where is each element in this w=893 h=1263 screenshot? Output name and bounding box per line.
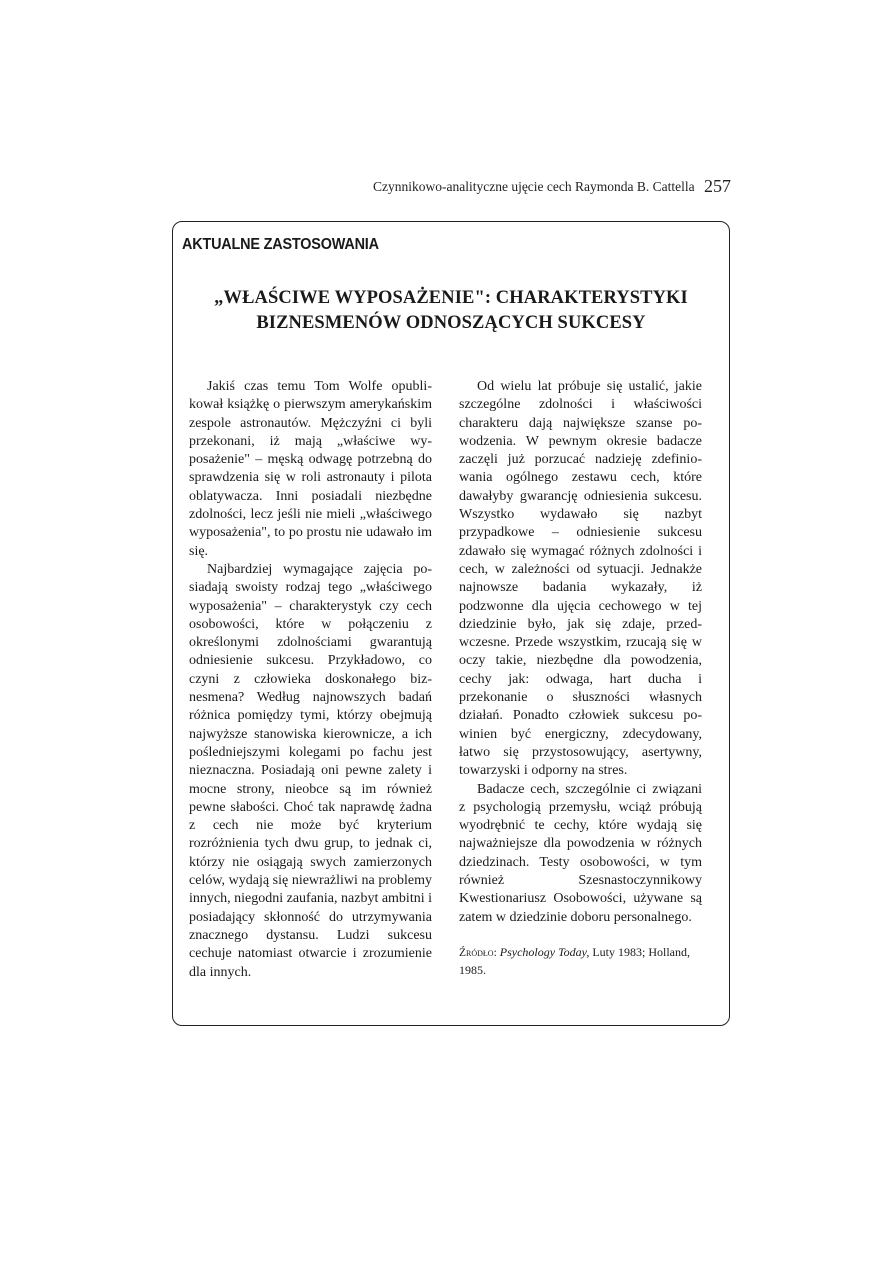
running-head-text: Czynnikowo-analityczne ujęcie cech Raymonda B. Cattella bbox=[372, 179, 695, 194]
left-paragraph-1: Jakiś czas temu Tom Wolfe opublikował książkę o pierwszym amerykańskim zespole astronautów. Mężczyźni ci byli przekonani, iż mają „właściwe wyposażenie" – męską odwagę potrzebną do sprawdzenia się w roli astronauty i pilota oblatywacza. Inni posiadali niezbędne zdolności, lecz jeśli nie mieli „właściwego wyposażenia", to po prostu nie udawało im się. bbox=[189, 379, 432, 559]
section-label: AKTUALNE ZASTOSOWANIA bbox=[182, 236, 379, 253]
page-number: 257 bbox=[704, 176, 731, 196]
right-column bbox=[459, 378, 702, 979]
box-title bbox=[173, 286, 729, 336]
box-title-line-1: „WŁAŚCIWE WYPOSAŻENIE": CHARAKTERYSTYKI bbox=[214, 288, 688, 308]
source-title: Psychology Today, bbox=[499, 944, 590, 959]
source-rest: Luty 1983; Holland, 1985. bbox=[459, 944, 691, 977]
application-box bbox=[172, 221, 730, 1026]
running-head bbox=[373, 176, 731, 197]
left-column bbox=[189, 378, 432, 982]
source-label: Źródło: bbox=[459, 946, 497, 959]
right-paragraph-2: Badacze cech, szczególnie ci związani z psychologią przemysłu, wciąż próbują wyodrębnić te cechy, które wydają się najważniejsze dla powodzenia w różnych dziedzinach. Testy osobowości, w tym również Szesnastoczynnikowy Kwestionariusz Osobowości, używane są zatem w dziedzinie doboru personalnego. bbox=[459, 781, 702, 925]
right-paragraph-1: Od wielu lat próbuje się ustalić, jakie szczególne zdolności i właściwości charakteru dają największe szanse powodzenia. W pewnym okresie badacze zaczęli już porzucać nadzieję zdefiniowania ogólnego zestawu cech, które dawałyby gwarancję odniesienia sukcesu. Wszystko wydawało się nazbyt przypadkowe – odniesienie sukcesu zdawało się wymagać różnych zdolności i cech, w zależności od sytuacji. Jednakże najnowsze badania wykazały, iż podzwonne dla ujęcia cechowego w tej dziedzinie było, jak się zdaje, przedwczesne. Przede wszystkim, rzucają się w oczy takie, niezbędne dla powodzenia, cechy jak: odwaga, hart ducha i przekonanie o słuszności własnych działań. Ponadto człowiek sukcesu powinien być energiczny, zdecydowany, łatwo się przystosowujący, asertywny, towarzyski i odporny na stres. bbox=[459, 379, 702, 779]
source-note bbox=[459, 944, 702, 979]
left-paragraph-2: Najbardziej wymagające zajęcia posiadają swoisty rodzaj tego „właściwego wyposażenia" – charakterystyk czy cech osobowości, które w połączeniu z określonymi zdolnościami gwarantują odniesienie sukcesu. Przykładowo, co czyni z człowieka doskonałego biznesmena? Według najnowszych badań różnica pomiędzy tymi, którzy obejmują najwyższe stanowiska kierownicze, a ich pośledniejszymi kolegami po fachu jest nieznaczna. Posiadają oni pewne zalety i mocne strony, nieobce są im również pewne słabości. Choć tak naprawdę żadna z cech nie może być kryterium rozróżnienia tych dwu grup, to jednak ci, którzy nie osiągają swych zamierzonych celów, wydają się niewrażliwi na problemy innych, niegodni zaufania, nazbyt ambitni i posiadający skłonność do utrzymywania znacznego dystansu. Ludzi sukcesu cechuje natomiast otwarcie i zrozumienie dla innych. bbox=[189, 561, 432, 980]
box-title-line-2: BIZNESMENÓW ODNOSZĄCYCH SUKCESY bbox=[256, 313, 646, 333]
